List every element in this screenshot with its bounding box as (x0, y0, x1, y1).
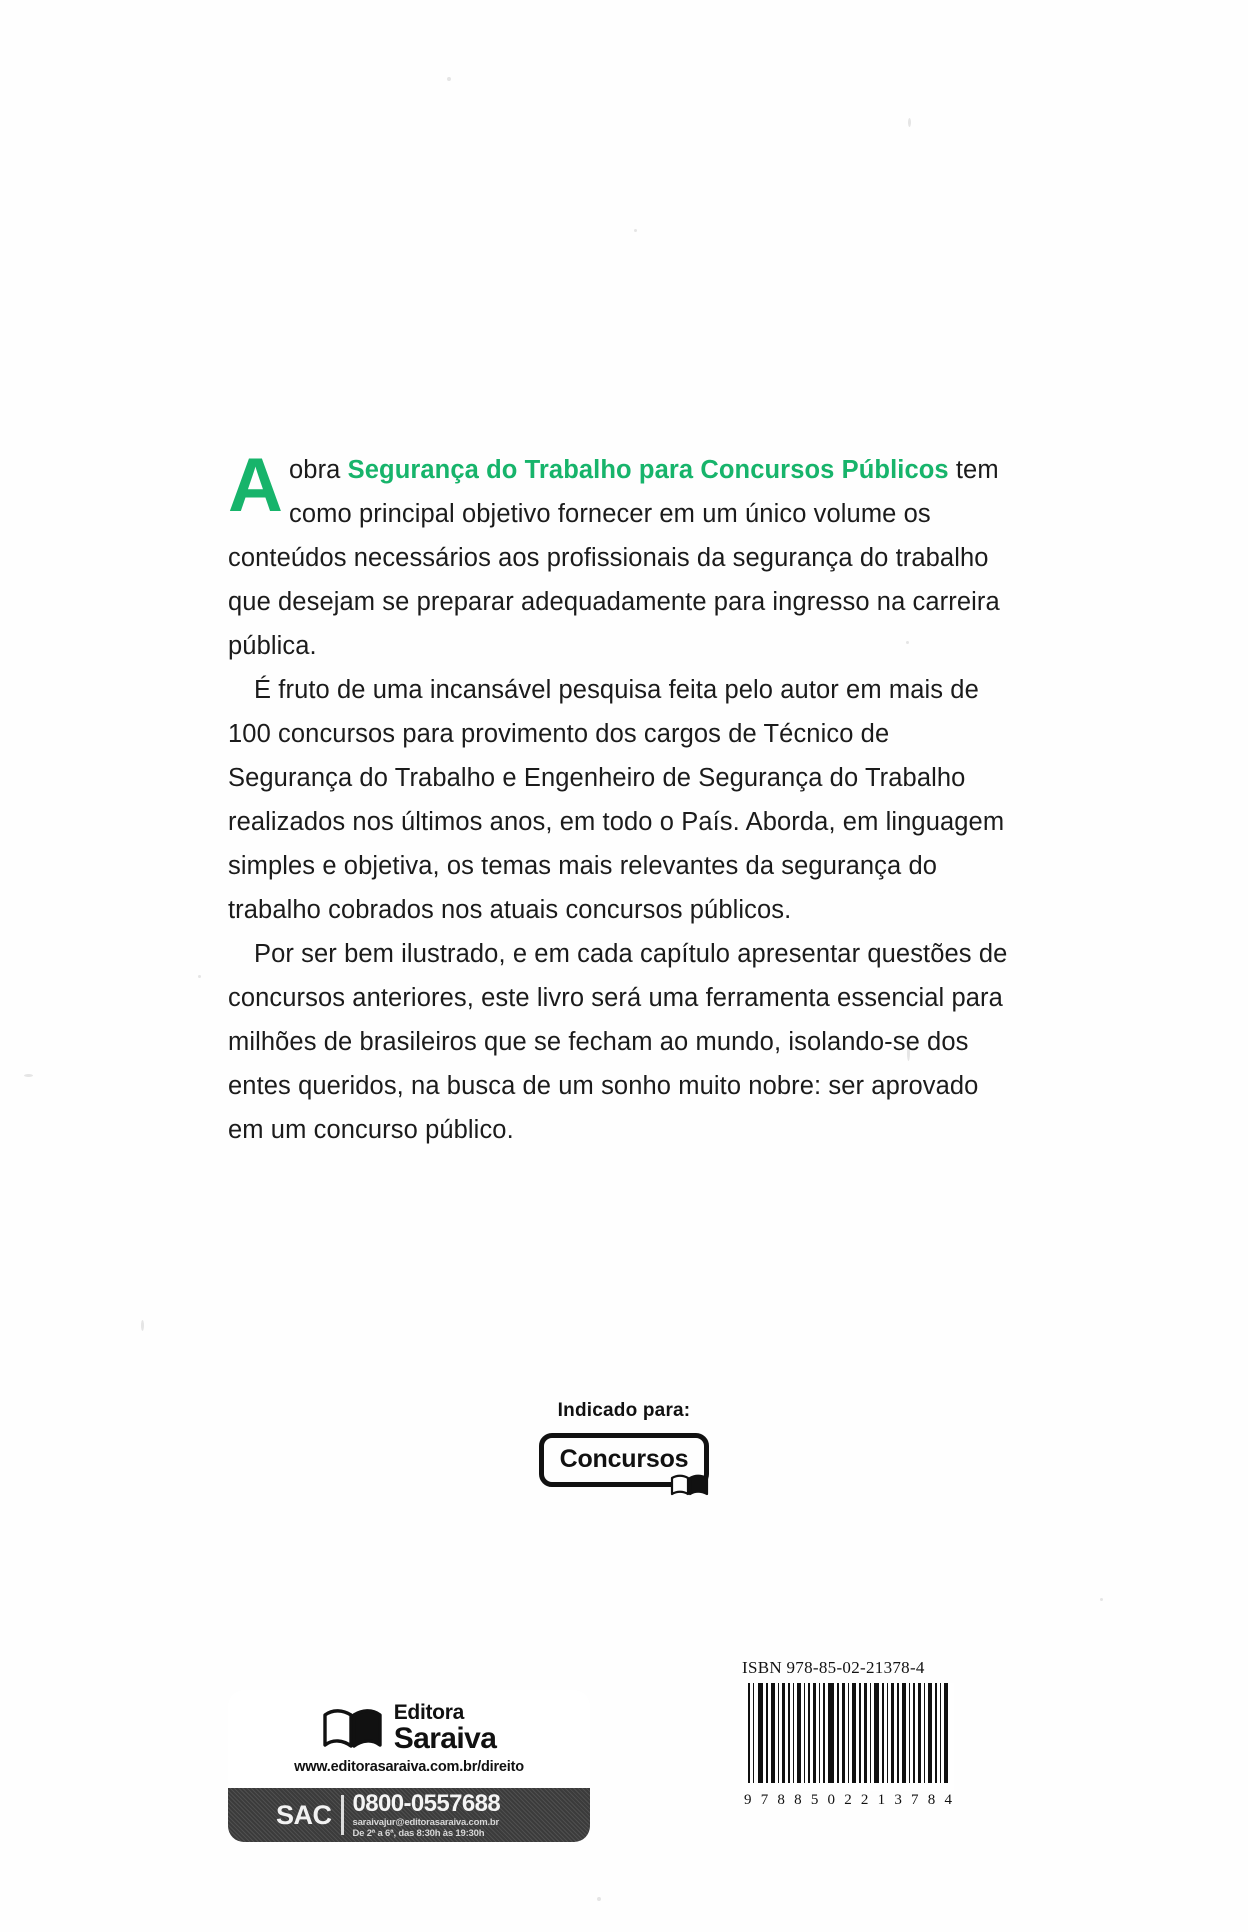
sac-divider (341, 1795, 344, 1835)
book-title-highlight: Segurança do Trabalho para Concursos Públicos (347, 456, 949, 484)
barcode-digit: 5 (810, 1792, 819, 1808)
barcode-digits (742, 1792, 954, 1809)
barcode-digit: 7 (911, 1792, 919, 1808)
barcode-digit: 2 (860, 1792, 869, 1808)
blurb-paragraph-1-rest: tem como principal objetivo fornecer em um único volume os conteúdos necessários aos profissionais da segurança do trabalho que desejam se preparar adequadamente para ingresso na carreira pública. (228, 456, 1000, 660)
publisher-name-line1: Editora (393, 1701, 464, 1724)
back-cover-blurb (228, 443, 1018, 1152)
indicado-para-label: Indicado para: (557, 1400, 691, 1421)
scan-speck (447, 77, 451, 81)
publisher-sac-bar (228, 1788, 590, 1842)
scan-speck (141, 1320, 144, 1331)
barcode-digit: 3 (894, 1792, 902, 1808)
publisher-website[interactable]: www.editorasaraiva.com.br/direito (294, 1759, 524, 1775)
open-book-icon (322, 1706, 384, 1750)
sac-email: saraivajur@editorasaraiva.com.br (352, 1816, 500, 1828)
scan-speck (634, 229, 637, 232)
barcode-digit: 9 (744, 1792, 752, 1808)
scan-speck (597, 1897, 601, 1901)
barcode-digit: 8 (794, 1792, 802, 1808)
isbn-text: ISBN 978-85-02-21378-4 (742, 1658, 925, 1677)
blurb-paragraph-1 (228, 443, 1018, 668)
publisher-logo-row (228, 1690, 590, 1754)
audience-badge-label: Concursos (559, 1444, 689, 1473)
sac-hours: De 2ª a 6ª, das 8:30h às 19:30h (352, 1827, 485, 1839)
barcode-digit: 7 (760, 1792, 769, 1808)
scan-speck (24, 1074, 33, 1077)
scan-speck (1100, 1598, 1103, 1601)
drop-cap-letter: A (228, 443, 283, 528)
barcode-digit: 8 (927, 1792, 936, 1808)
sac-label: SAC (276, 1799, 332, 1830)
publisher-logo-top (228, 1690, 590, 1788)
sac-details (353, 1791, 501, 1838)
scan-speck (908, 118, 911, 127)
indicado-para-block (0, 1400, 1248, 1492)
barcode-digit: 8 (777, 1792, 785, 1808)
barcode-digit: 0 (827, 1792, 836, 1808)
sac-phone: 0800-0557688 (352, 1790, 501, 1818)
publisher-name-line2: Saraiva (393, 1722, 497, 1755)
barcode-digit: 1 (877, 1792, 886, 1808)
isbn-block (742, 1658, 954, 1809)
barcode-digit: 4 (944, 1792, 952, 1808)
blurb-paragraph-3: Por ser bem ilustrado, e em cada capítulo apresentar questões de concursos anteriores, este livro será uma ferramenta essencial para milhões de brasileiros que se fecham ao mundo, isolando-se dos entes queridos, na busca de um sonho muito nobre: ser aprovado em um concurso público. (228, 940, 1008, 1144)
publisher-logo-card (228, 1690, 590, 1842)
open-book-icon (670, 1473, 710, 1497)
audience-badge (539, 1433, 709, 1487)
isbn-barcode (742, 1683, 954, 1791)
blurb-lead-text: obra (289, 456, 348, 484)
scan-speck (198, 975, 201, 978)
barcode-digit: 2 (844, 1792, 852, 1808)
publisher-name (394, 1702, 497, 1754)
blurb-paragraph-2: É fruto de uma incansável pesquisa feita pelo autor em mais de 100 concursos para provimento dos cargos de Técnico de Segurança do Trabalho e Engenheiro de Segurança do Trabalho realizados nos últimos anos, em todo o País. Aborda, em linguagem simples e objetiva, os temas mais relevantes da segurança do trabalho cobrados nos atuais concursos públicos. (228, 676, 1005, 924)
